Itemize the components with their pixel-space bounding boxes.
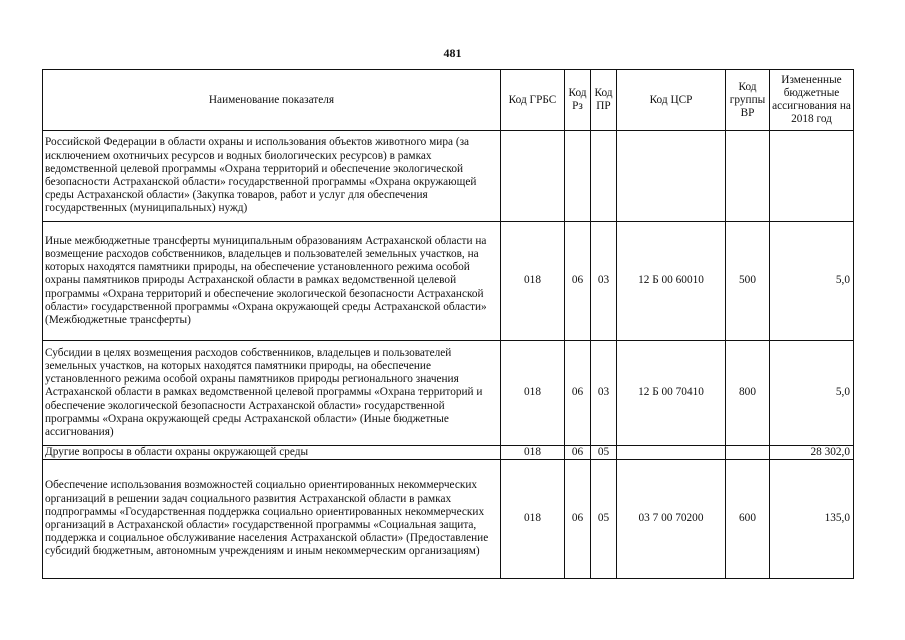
row-vr: 600: [726, 460, 770, 579]
row-rz: 06: [565, 460, 591, 579]
header-csr: Код ЦСР: [617, 70, 726, 131]
header-pr: Код ПР: [591, 70, 617, 131]
row-rz: [565, 131, 591, 222]
row-vr: [726, 131, 770, 222]
row-rz: 06: [565, 446, 591, 460]
header-rz: Код Рз: [565, 70, 591, 131]
row-csr: 12 Б 00 70410: [617, 341, 726, 446]
row-vr: [726, 446, 770, 460]
header-grbs: Код ГРБС: [501, 70, 565, 131]
row-grbs: 018: [501, 222, 565, 341]
table-row: [43, 131, 854, 222]
row-amount: 5,0: [770, 222, 854, 341]
row-pr: [591, 131, 617, 222]
row-name: Субсидии в целях возмещения расходов собственников, владельцев и пользователей земельных участков, на которых находятся памятники природы, на обеспечение установленного режима особой охраны памятников природы регионального значения Астраханской области в рамках ведомственной целевой программы «Охрана территорий и обеспечение экологической безопасности Астраханской области» государственной программы «Охрана окружающей среды Астраханской области» (Иные бюджетные ассигнования): [43, 341, 501, 446]
row-vr: 800: [726, 341, 770, 446]
row-csr: [617, 446, 726, 460]
row-csr: 03 7 00 70200: [617, 460, 726, 579]
page-number: 481: [443, 46, 462, 60]
row-grbs: [501, 131, 565, 222]
table-header-row: [43, 70, 854, 131]
table-row: [43, 460, 854, 579]
row-grbs: 018: [501, 341, 565, 446]
row-pr: 03: [591, 222, 617, 341]
row-grbs: 018: [501, 460, 565, 579]
row-amount: [770, 131, 854, 222]
row-name: Другие вопросы в области охраны окружающей среды: [43, 446, 501, 460]
table-row: [43, 446, 854, 460]
row-amount: 135,0: [770, 460, 854, 579]
header-amount: Измененные бюджетные ассигнования на 2018 год: [770, 70, 854, 131]
row-name: Обеспечение использования возможностей социально ориентированных некоммерческих организаций в решении задач социального развития Астраханской области в рамках подпрограммы «Государственная поддержка социально ориентированных некоммерческих организаций в Астраханской области» государственной программы «Социальная защита, поддержка и социальное обслуживание населения Астраханской области» (Предоставление субсидий бюджетным, автономным учреждениям и иным некоммерческим организациям): [43, 460, 501, 579]
row-grbs: 018: [501, 446, 565, 460]
row-vr: 500: [726, 222, 770, 341]
row-amount: 28 302,0: [770, 446, 854, 460]
row-name: Иные межбюджетные трансферты муниципальным образованиям Астраханской области на возмещение расходов собственников, владельцев и пользователей земельных участков, на которых находятся памятники природы, на обеспечение установленного режима особой охраны памятников природы Астраханской области в рамках ведомственной целевой программы «Охрана территорий и обеспечение экологической безопасности Астраханской области» государственной программы «Охрана окружающей среды Астраханской области» (Межбюджетные трансферты): [43, 222, 501, 341]
budget-table: [42, 69, 854, 579]
row-amount: 5,0: [770, 341, 854, 446]
header-name: Наименование показателя: [43, 70, 501, 131]
row-csr: 12 Б 00 60010: [617, 222, 726, 341]
row-csr: [617, 131, 726, 222]
header-vr: Код группы ВР: [726, 70, 770, 131]
table-row: [43, 341, 854, 446]
row-rz: 06: [565, 222, 591, 341]
row-pr: 05: [591, 446, 617, 460]
row-rz: 06: [565, 341, 591, 446]
table-row: [43, 222, 854, 341]
row-pr: 03: [591, 341, 617, 446]
row-pr: 05: [591, 460, 617, 579]
row-name: Российской Федерации в области охраны и использования объектов животного мира (за исключением охотничьих ресурсов и водных биологических ресурсов) в рамках ведомственной целевой программы «Охрана территорий и обеспечение экологической безопасности Астраханской области» государственной программы «Охрана окружающей среды Астраханской области» (Закупка товаров, работ и услуг для обеспечения государственных (муниципальных) нужд): [43, 131, 501, 222]
